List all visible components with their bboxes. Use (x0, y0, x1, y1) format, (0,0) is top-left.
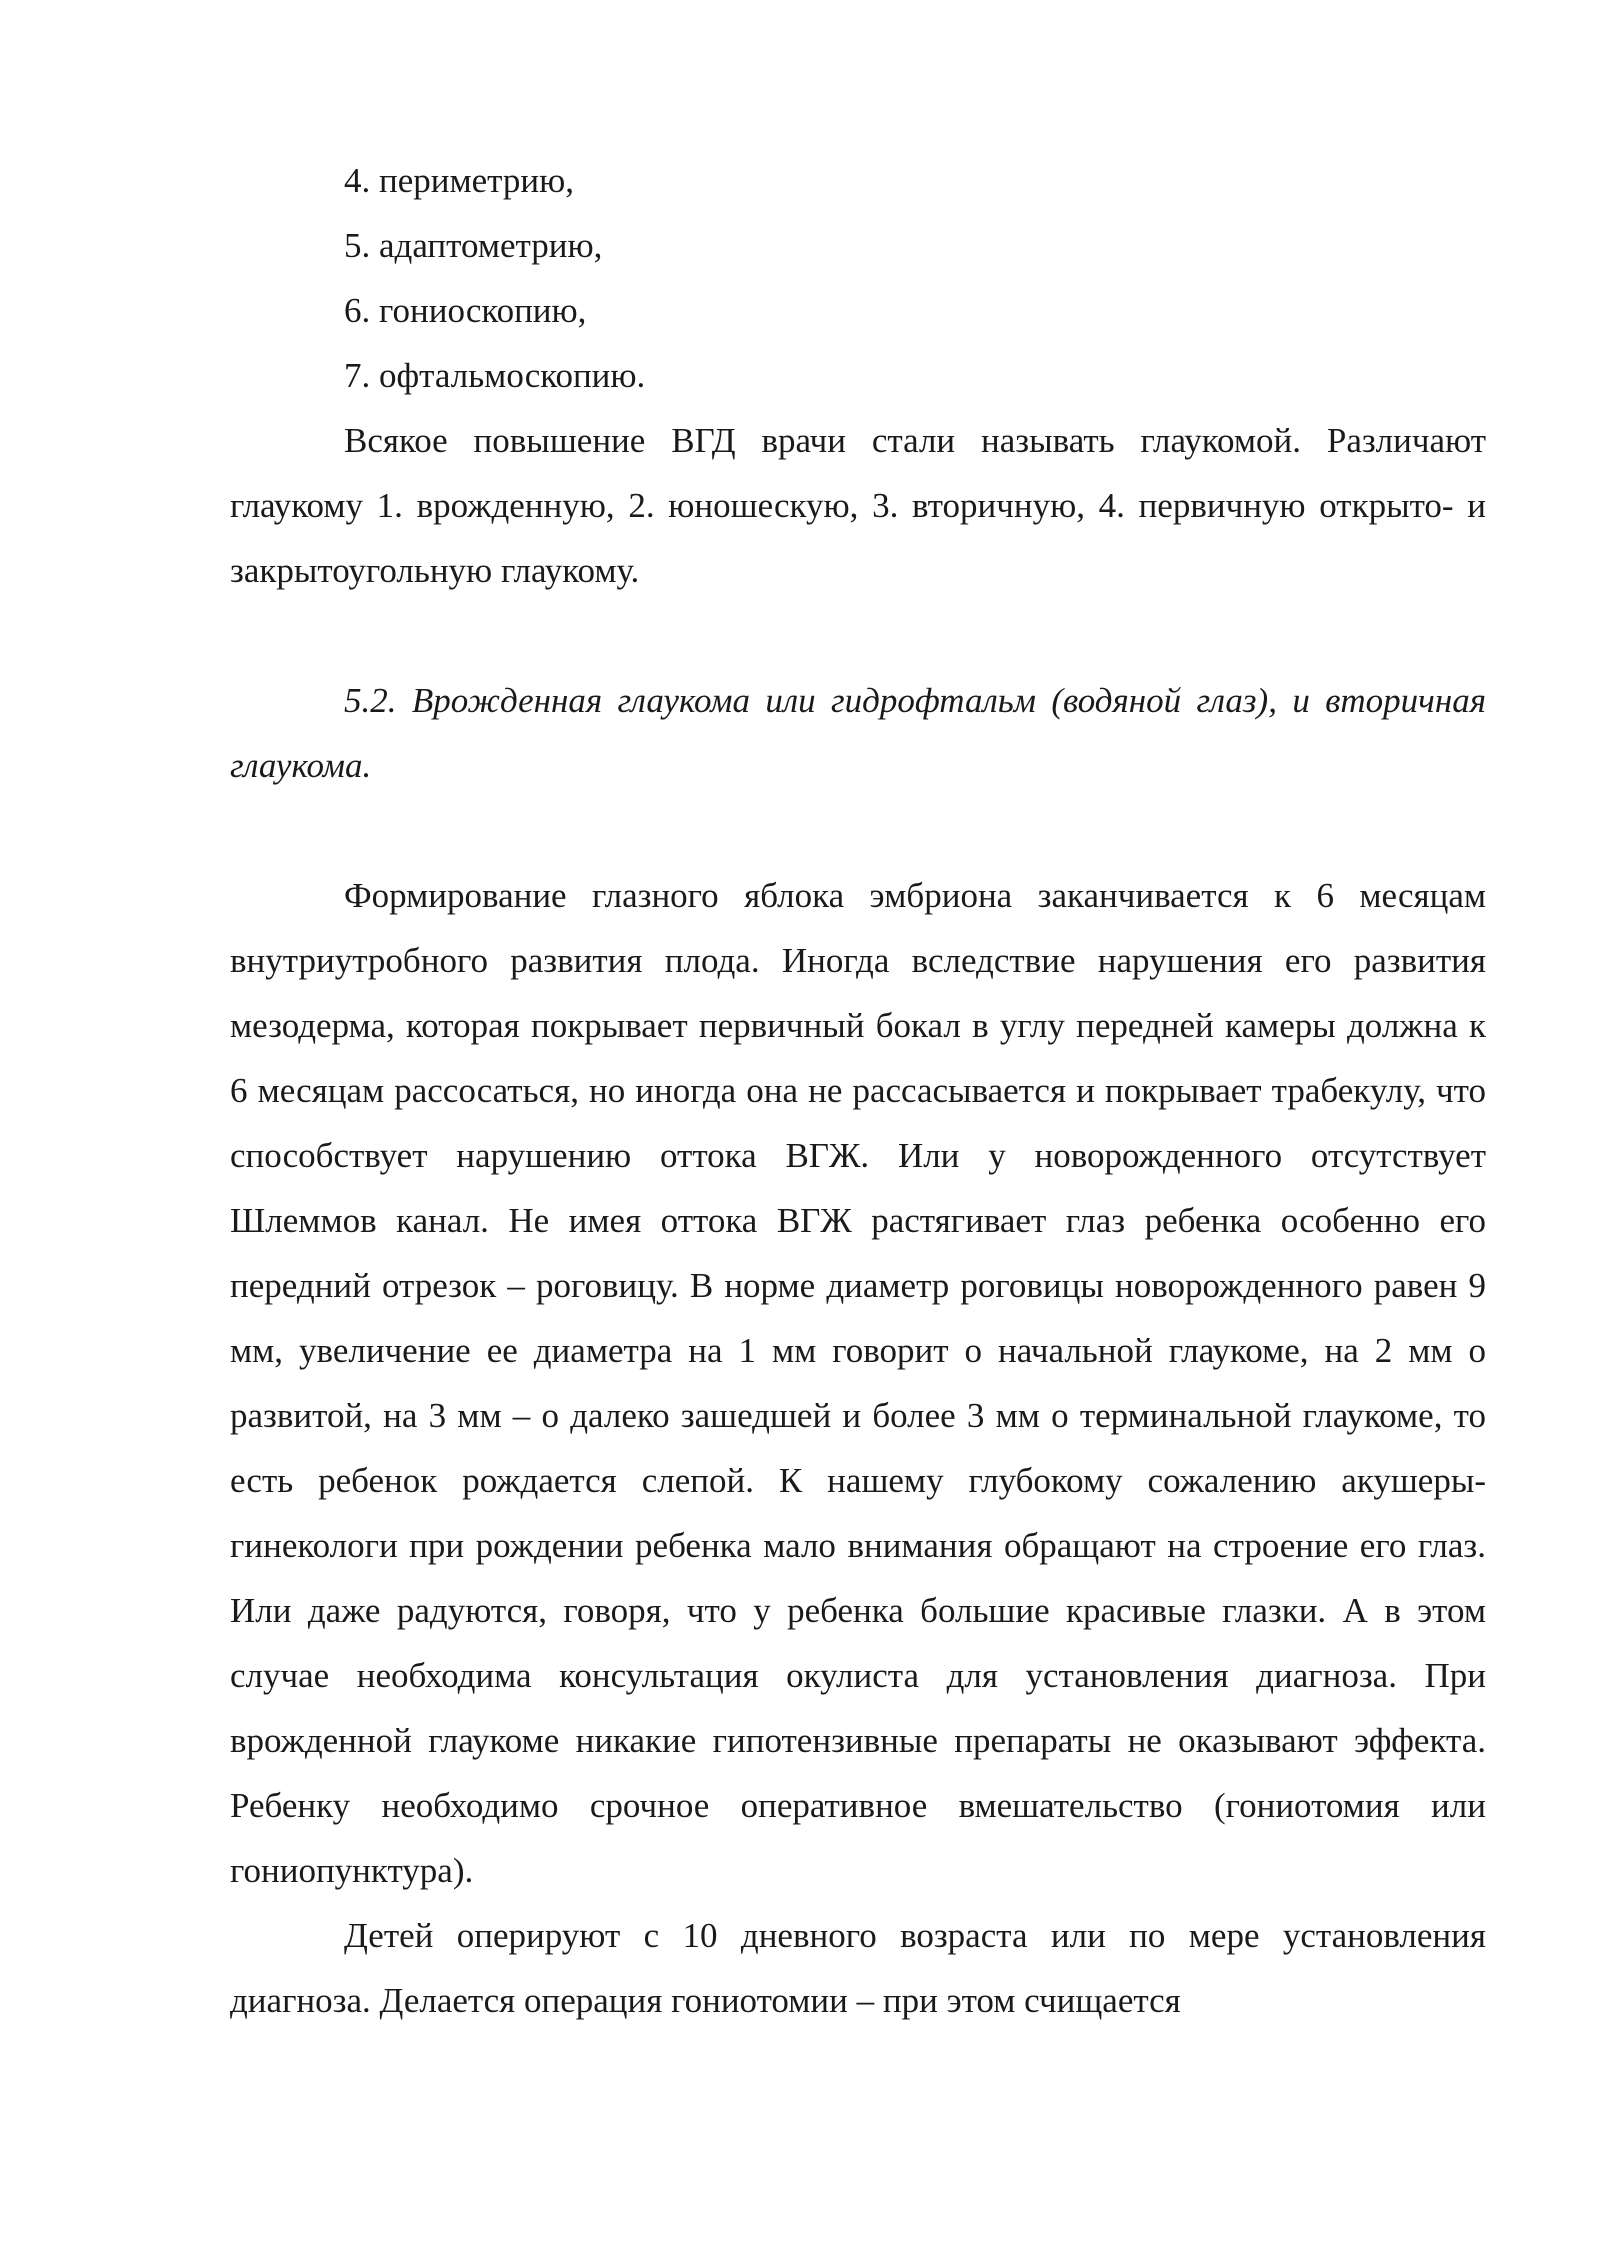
paragraph-formation: Формирование глазного яблока эмбриона заканчивается к 6 месяцам внутриутробного развития плода. Иногда вследствие нарушения его развития мезодерма, которая покрывает первичный бокал в углу передней камеры должна к 6 месяцам рассосаться, но иногда она не рассасывается и покрывает трабекулу, что способствует нарушению оттока ВГЖ. Или у новорожденного отсутствует Шлеммов канал. Не имея оттока ВГЖ растягивает глаз ребенка особенно его передний отрезок – роговицу. В норме диаметр роговицы новорожденного равен 9 мм, увеличение ее диаметра на 1 мм говорит о начальной глаукоме, на 2 мм о развитой, на 3 мм – о далеко зашедшей и более 3 мм о терминальной глаукоме, то есть ребенок рождается слепой. К нашему глубокому сожалению акушеры-гинекологи при рождении ребенка мало внимания обращают на строение его глаз. Или даже радуются, говоря, что у ребенка большие красивые глазки. А в этом случае необходима консультация окулиста для установления диагноза. При врожденной глаукоме никакие гипотензивные препараты не оказывают эффекта. Ребенку необходимо срочное оперативное вмешательство (гониотомия или гониопунктура). (230, 876, 1486, 1890)
list-item-adaptometry: 5. адаптометрию, (344, 226, 603, 265)
paragraph-surgery: Детей оперируют с 10 дневного возраста или по мере установления диагноза. Делается операция гониотомии – при этом счищается (230, 1916, 1486, 2020)
spacer (230, 603, 1486, 668)
list-item-perimetry: 4. периметрию, (344, 161, 575, 200)
spacer (230, 798, 1486, 863)
document-body (230, 148, 1486, 2033)
section-heading: 5.2. Врожденная глаукома или гидрофтальм (водяной глаз), и вторичная глаукома. (230, 681, 1486, 785)
list-item-gonioscopy: 6. гониоскопию, (344, 291, 587, 330)
list-item-ophthalmoscopy: 7. офтальмоскопию. (344, 356, 646, 395)
paragraph-glaucoma-types: Всякое повышение ВГД врачи стали называть глаукомой. Различают глаукому 1. врожденную, 2. юношескую, 3. вторичную, 4. первичную открыто- и закрытоугольную глаукому. (230, 421, 1486, 590)
